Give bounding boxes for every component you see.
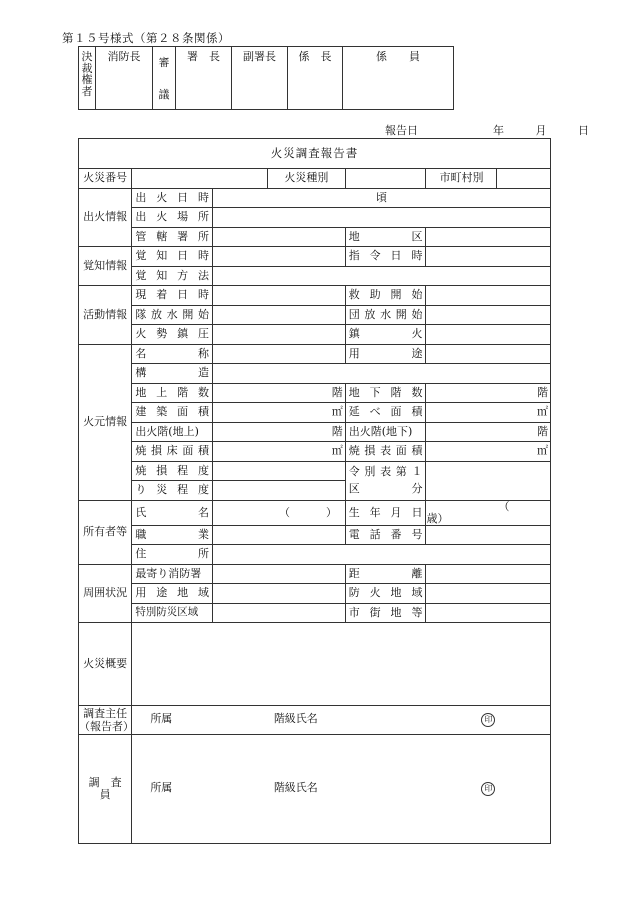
label-outbreak-place: 出火場所 [132,208,213,228]
report-title: 火災調査報告書 [79,139,551,169]
floors-above-field[interactable] [213,383,346,403]
fire-number-label: 火災番号 [79,169,132,189]
building-area-field[interactable] [213,403,346,423]
fire-number-field[interactable] [132,169,268,189]
floor-unit: 階 [537,424,548,438]
authority-char: 権 [81,73,93,87]
floors-below-field[interactable] [426,383,551,403]
label-building-area: 建築面積 [132,403,213,423]
label-occupation: 職業 [132,525,213,545]
area-unit: ㎡ [331,405,343,419]
squad-water-field[interactable] [213,305,346,325]
label-extinguish: 鎮火 [345,325,426,345]
label-burned-floor-area: 焼損床面積 [132,442,213,462]
arrival-field[interactable] [213,286,346,306]
approval-deputy-chief[interactable]: 副署長 [232,47,288,110]
phone-field[interactable] [426,525,551,545]
area-unit: ㎡ [331,444,343,458]
section-surroundings: 周囲状況 [79,564,132,623]
suppression-field[interactable] [213,325,346,345]
section-detection: 覚知情報 [79,247,132,286]
fire-floor-above-field[interactable] [213,422,346,442]
investigator-affiliation-label: 所属 [150,781,173,795]
paren-open: （ [279,505,291,519]
occupation-field[interactable] [213,525,346,545]
label-rescue-start: 救助開始 [345,286,426,306]
label-fire-zone: 防火地域 [345,584,426,604]
form-number: 第１５号様式（第２８条関係） [62,31,230,45]
label-burned-surface-area: 焼損表面積 [345,442,426,462]
paren-close: ） [326,505,338,519]
owner-name-field[interactable] [213,500,346,525]
birth-field[interactable] [426,500,551,525]
label-arrival: 現着日時 [132,286,213,306]
label-distance: 距離 [345,564,426,584]
section-summary: 火災概要 [79,623,132,706]
city-label: 市町村別 [426,169,497,188]
fire-type-label: 火災種別 [267,169,345,189]
floor-unit: 階 [331,385,343,399]
label-fire-floor-above: 出火階(地上) [132,422,213,442]
approval-section-chief[interactable]: 係 長 [288,47,343,110]
chief-investigator-label-1: 調査主任 [83,707,128,720]
disaster-degree-field[interactable] [213,481,346,501]
label-disaster-degree: り災程度 [132,481,213,501]
outbreak-place-field[interactable] [213,208,551,228]
outbreak-datetime-field[interactable] [213,188,551,208]
approval-table [78,46,454,110]
special-zone-field[interactable] [213,603,346,623]
label-name: 名称 [132,344,213,364]
table1-class-line1: 令別表第１ [348,465,423,478]
label-use-zone: 用途地域 [132,584,213,604]
approval-station-chief[interactable]: 署 長 [176,47,232,110]
distance-field[interactable] [426,564,551,584]
section-outbreak: 出火情報 [79,188,132,247]
chief-rank-name-label: 階級氏名 [273,712,318,726]
order-datetime-field[interactable] [426,247,551,267]
report-date-month: 月 [535,124,547,137]
investigator-rank-name-label: 階級氏名 [273,781,318,795]
rescue-start-field[interactable] [426,286,551,306]
label-suppression: 火勢鎮圧 [132,325,213,345]
nearest-station-field[interactable] [213,564,346,584]
label-special-zone: 特別防災区域 [132,603,213,623]
floor-unit: 階 [331,424,343,438]
district-field[interactable] [426,227,551,247]
area-unit: ㎡ [537,405,548,419]
label-owner-name: 氏名 [132,500,213,525]
burn-degree-field[interactable] [213,461,346,481]
report-date-day: 日 [578,124,589,137]
fire-type-field[interactable] [345,169,426,189]
shingi-char: 議 [158,88,170,102]
fire-floor-below-field[interactable] [426,422,551,442]
seal-icon: 印 [481,782,495,796]
label-total-area: 延べ面積 [345,403,426,423]
approval-fire-chief[interactable]: 消防長 [96,47,153,110]
summary-field[interactable] [132,623,551,706]
section-owner: 所有者等 [79,500,132,564]
use-field[interactable] [426,344,551,364]
total-area-field[interactable] [426,403,551,423]
authority-char: 者 [81,84,93,98]
label-squad-water: 隊放水開始 [132,305,213,325]
chief-investigator-label [79,706,132,735]
authority-char: 決 [81,50,93,63]
label-use: 用途 [345,344,426,364]
shingi-char: 審 [158,56,170,69]
chief-affiliation-label: 所属 [150,712,173,726]
report-date-year: 年 [493,124,504,137]
area-unit: ㎡ [537,444,548,458]
fire-zone-field[interactable] [426,584,551,604]
label-detect-datetime: 覚知日時 [132,247,213,267]
label-floors-above: 地上階数 [132,383,213,403]
authority-label [79,47,96,110]
authority-char: 裁 [81,61,93,75]
city-row [426,169,551,189]
outbreak-time-suffix: 頃 [376,190,388,204]
city-field[interactable] [497,169,550,188]
label-corps-water: 団放水開始 [345,305,426,325]
label-order-datetime: 指令日時 [345,247,426,267]
floor-unit: 階 [537,385,548,399]
label-jurisdiction: 管轄署所 [132,227,213,247]
urban-area-field[interactable] [426,603,551,623]
corps-water-field[interactable] [426,305,551,325]
label-fire-floor-below: 出火階(地下) [345,422,426,442]
burned-floor-area-field[interactable] [213,442,346,462]
chief-investigator-field[interactable] [132,706,551,735]
section-origin: 火元情報 [79,344,132,500]
burned-surface-area-field[interactable] [426,442,551,462]
table1-class-line2: 区分 [348,481,423,495]
approval-staff[interactable]: 係 員 [343,47,454,110]
address-field[interactable] [213,545,551,565]
detect-method-field[interactable] [213,266,551,286]
chief-investigator-label-2: （報告者） [79,720,134,734]
investigators-label: 調 査 員 [79,735,132,844]
use-zone-field[interactable] [213,584,346,604]
structure-field[interactable] [213,364,551,384]
label-phone: 電話番号 [345,525,426,545]
label-birth: 生年月日 [345,500,426,525]
age-unit: 歳） [426,511,449,525]
name-field[interactable] [213,344,346,364]
report-date [385,122,589,138]
report-date-label: 報告日 [385,124,418,137]
paren-open: （ [498,499,510,513]
label-outbreak-datetime: 出火日時 [132,188,213,208]
label-table1-class [345,461,426,500]
label-structure: 構造 [132,364,213,384]
investigators-field[interactable] [132,735,551,844]
label-district: 地区 [345,227,426,247]
label-address: 住所 [132,545,213,565]
extinguish-field[interactable] [426,325,551,345]
fire-report-table [78,138,551,844]
label-burn-degree: 焼損程度 [132,461,213,481]
approval-deliberation[interactable] [153,47,176,110]
seal-icon: 印 [481,713,495,727]
label-nearest-station: 最寄り消防署 [132,564,213,584]
label-detect-method: 覚知方法 [132,266,213,286]
label-urban-area: 市街地等 [345,603,426,623]
jurisdiction-field[interactable] [213,227,346,247]
section-activity: 活動情報 [79,286,132,345]
detect-datetime-field[interactable] [213,247,346,267]
label-floors-below: 地下階数 [345,383,426,403]
table1-class-field[interactable] [426,461,551,500]
